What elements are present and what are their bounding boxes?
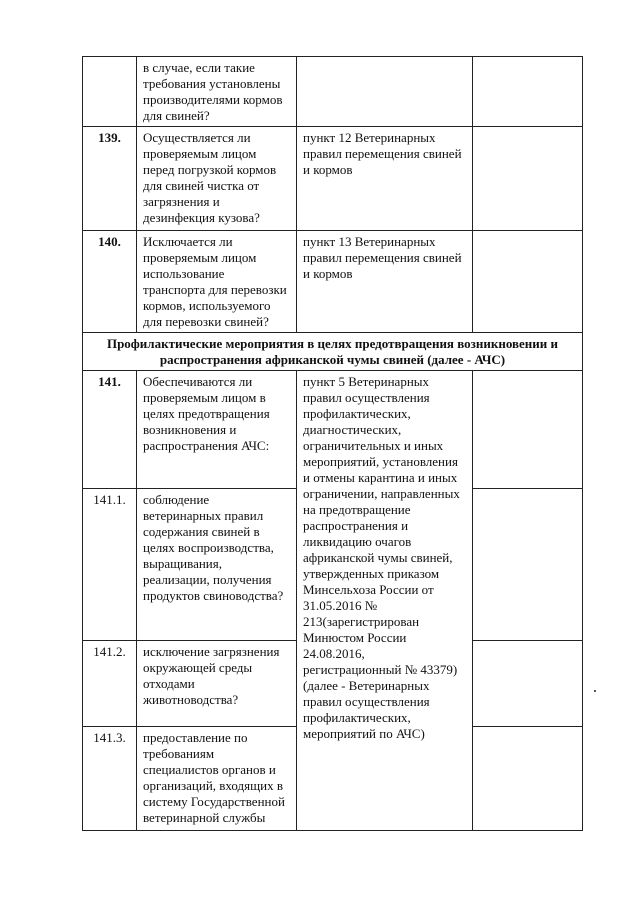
item-number-cell	[83, 127, 137, 231]
item-number: 139.	[98, 130, 121, 145]
question-text: Осуществляется ли проверяемым лицом перед погрузкой кормов для свиней чистка от загрязнения и дезинфекция кузова?	[143, 130, 277, 225]
item-number-cell	[83, 57, 137, 127]
question-text: Исключается ли проверяемым лицом использование транспорта для перевозки кормов, используемого для перевозки свиней?	[143, 234, 287, 329]
question-cell	[137, 231, 297, 333]
item-number-cell	[83, 489, 137, 641]
question-text: Обеспечиваются ли проверяемым лицом в целях предотвращения возникновения и распространения АЧС:	[143, 374, 270, 453]
scan-speck	[594, 690, 596, 692]
item-number: 141.2.	[93, 644, 126, 659]
question-text: соблюдение ветеринарных правил содержания свиней в целях воспроизводства, выращивания, реализации, получения продуктов свиноводства?	[143, 492, 284, 603]
mark-cell	[473, 127, 583, 231]
mark-cell	[473, 231, 583, 333]
item-number-cell	[83, 641, 137, 727]
mark-cell	[473, 57, 583, 127]
reference-cell	[297, 231, 473, 333]
mark-cell	[473, 727, 583, 831]
question-cell	[137, 371, 297, 489]
reference-text: пункт 5 Ветеринарных правил осуществления профилактических, диагностических, ограничительных и иных мероприятий, установления и отмены карантина и иных ограничении, направленных на предотвращение распространения и ликвидацию очагов африканской чумы свиней, утвержденных приказом Минсельхоза России от 31.05.2016 № 213(зарегистрирован Минюстом России 24.08.2016, регистрационный № 43379) (далее - Ветеринарных правил осуществления профилактических, мероприятий по АЧС)	[303, 374, 460, 741]
question-text: исключение загрязнения окружающей среды отходами животноводства?	[143, 644, 280, 707]
item-number: 140.	[98, 234, 121, 249]
table-row	[83, 231, 583, 333]
item-number-cell	[83, 371, 137, 489]
reference-text: пункт 13 Ветеринарных правил перемещения свиней и кормов	[303, 234, 462, 281]
item-number: 141.3.	[93, 730, 126, 745]
item-number: 141.1.	[93, 492, 126, 507]
question-text: в случае, если такие требования установлены производителями кормов для свиней?	[143, 60, 283, 123]
mark-cell	[473, 641, 583, 727]
question-cell	[137, 127, 297, 231]
checklist-table	[82, 56, 583, 831]
question-text: предоставление по требованиям специалистов органов и организаций, входящих в систему Государственной ветеринарной службы	[143, 730, 285, 825]
reference-text: пункт 12 Ветеринарных правил перемещения свиней и кормов	[303, 130, 462, 177]
section-header-row	[83, 333, 583, 371]
reference-cell	[297, 127, 473, 231]
table-row	[83, 127, 583, 231]
reference-cell	[297, 371, 473, 831]
item-number-cell	[83, 727, 137, 831]
question-cell	[137, 57, 297, 127]
question-cell	[137, 641, 297, 727]
reference-cell	[297, 57, 473, 127]
question-cell	[137, 489, 297, 641]
item-number: 141.	[98, 374, 121, 389]
item-number-cell	[83, 231, 137, 333]
mark-cell	[473, 371, 583, 489]
mark-cell	[473, 489, 583, 641]
table-row	[83, 371, 583, 489]
question-cell	[137, 727, 297, 831]
section-header: Профилактические мероприятия в целях предотвращения возникновении и распространения африканской чумы свиней (далее - АЧС)	[83, 333, 583, 371]
table-row	[83, 57, 583, 127]
